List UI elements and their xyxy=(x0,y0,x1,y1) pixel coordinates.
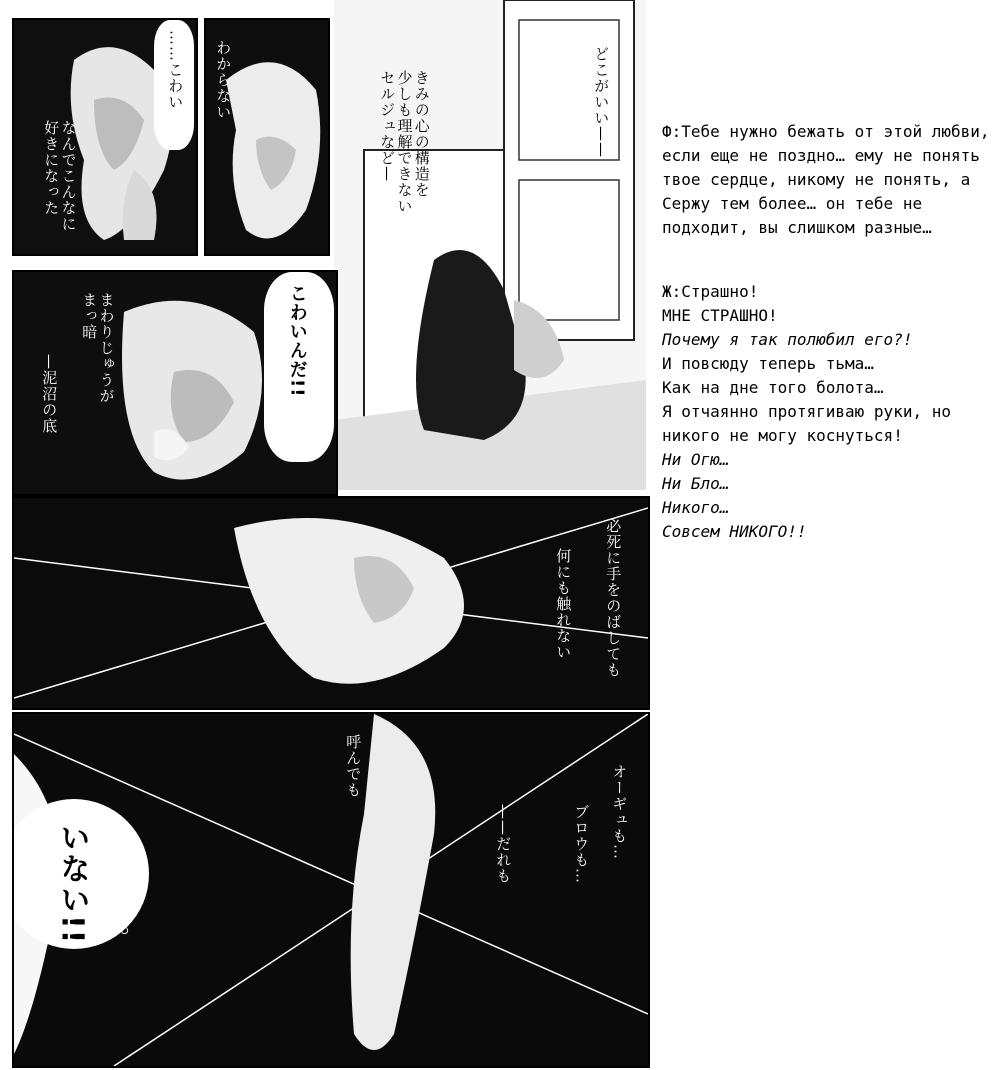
speech-text: まわりじゅうが まっ暗 xyxy=(80,292,116,404)
speech-text: ——だれも xyxy=(494,804,513,884)
caption-text: きみの心の構造を 少しも理解できない セルジュなど— xyxy=(378,70,431,214)
speech-text-shout: いない!! xyxy=(54,822,90,945)
panel-art xyxy=(14,498,648,708)
manga-panel-top-right xyxy=(334,0,646,490)
speech-text: ブロウも… xyxy=(572,804,591,884)
panel-art xyxy=(14,714,648,1066)
translation-line: Никого… xyxy=(662,498,730,517)
speech-text: ……こわい xyxy=(166,30,185,110)
translation-line: Почему я так полюбил его?! xyxy=(662,330,913,349)
speech-text: なんでこんなに 好きになった xyxy=(42,120,78,232)
speech-text: 何にも触れない xyxy=(554,548,573,660)
speech-text: こわいんだ!! xyxy=(286,284,308,398)
caption-text: どこがいい—— xyxy=(592,46,611,158)
translation-line: Совсем НИКОГО!! xyxy=(662,522,807,541)
speech-text: 必死に手をのばしても xyxy=(604,518,623,678)
speech-text: 何も——だれも xyxy=(114,824,133,936)
translation-column xyxy=(662,120,992,544)
translation-line: Ни Бло… xyxy=(662,474,730,493)
translation-line: Ж:Страшно! xyxy=(662,282,759,301)
manga-panel-middle-left xyxy=(12,270,338,496)
speech-text: オーギュも… xyxy=(610,764,629,860)
manga-panel-middle-bottom xyxy=(12,496,650,710)
translation-line: И повсюду теперь тьма… xyxy=(662,354,874,373)
translation-line: Ни Огю… xyxy=(662,450,730,469)
translation-line: Ф:Тебе нужно бежать от этой любви, если еще не поздно… ему не понять твое сердце, никому не понять, а Сержу тем более… он тебе не подходит, вы слишком разные… xyxy=(662,122,990,237)
translation-line: Как на дне того болота… xyxy=(662,378,884,397)
speech-text: 呼んでも xyxy=(344,734,363,798)
speech-text: わからない xyxy=(214,40,233,120)
manga-panel-bottom xyxy=(12,712,650,1068)
translation-line: МНЕ СТРАШНО! xyxy=(662,306,778,325)
speech-text: —泥沼の底 xyxy=(40,354,59,434)
translation-line: Я отчаянно протягиваю руки, но никого не могу коснуться! xyxy=(662,402,951,445)
manga-panel-top-middle xyxy=(204,18,330,256)
manga-panel-top-left xyxy=(12,18,198,256)
